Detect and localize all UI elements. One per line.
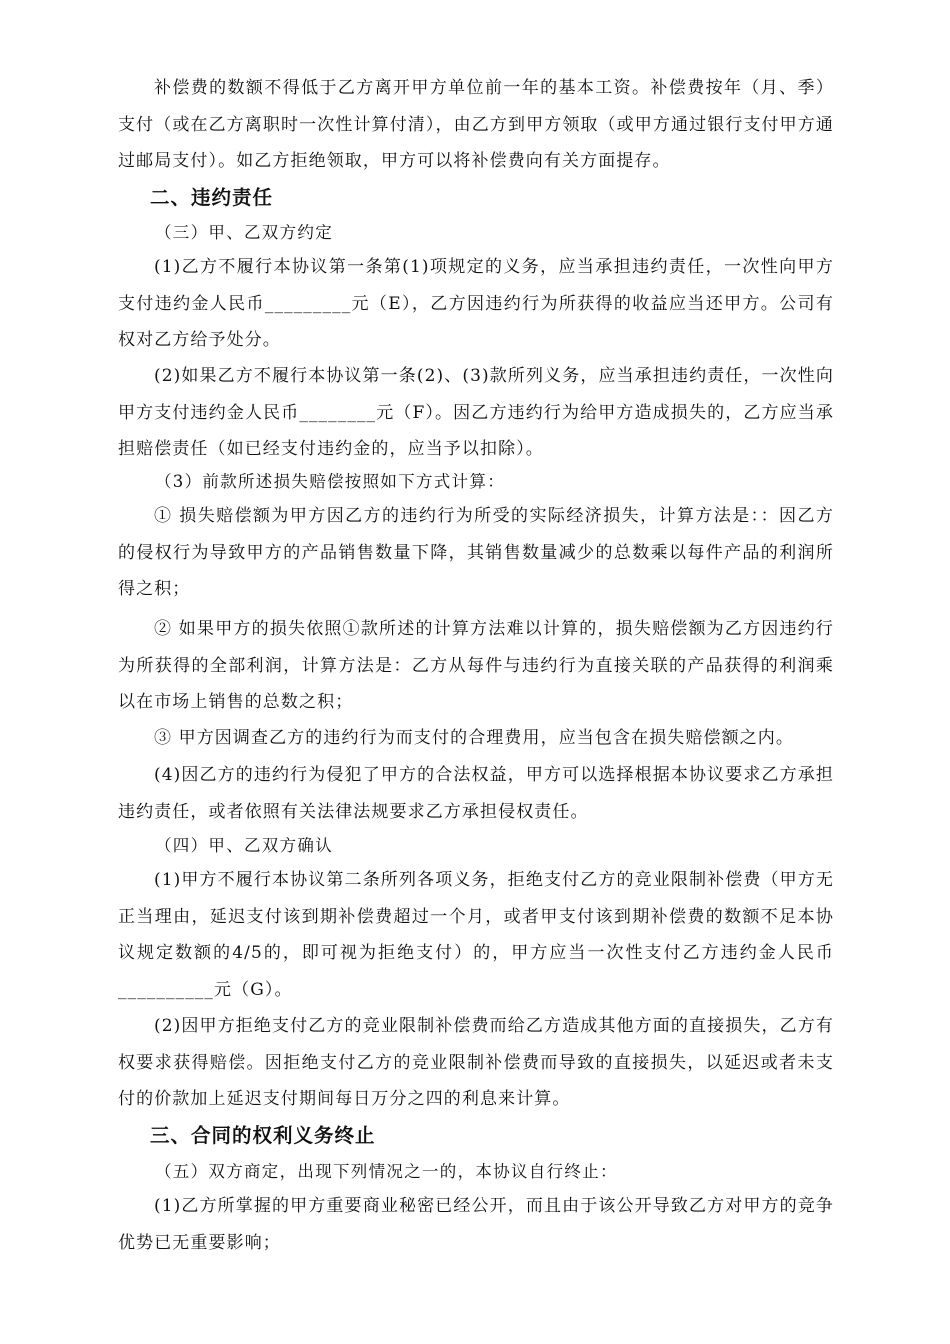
clause-3-3: （3）前款所述损失赔偿按照如下方式计算：: [155, 472, 505, 491]
clause-3-2: (2)如果乙方不履行本协议第一条(2)、(3)款所列义务，应当承担违约责任，一次性向甲方支付违约金人民币________元（F）。因乙方违约行为给甲方造成损失的，乙方应当承担赔偿责任（如已经支付违约金的，应当予以扣除）。: [118, 366, 834, 459]
clause-3-4: (4)因乙方的违约行为侵犯了甲方的合法权益，甲方可以选择根据本协议要求乙方承担违约责任，或者依照有关法律法规要求乙方承担侵权责任。: [118, 765, 834, 822]
subsection-mutual-confirmation: （四）甲、乙双方确认: [155, 836, 333, 855]
clause-3-1: (1)乙方不履行本协议第一条第(1)项规定的义务，应当承担违约责任，一次性向甲方支付违约金人民币_________元（E），乙方因违约行为所获得的收益应当还甲方。公司有权对乙方给予处分。: [118, 257, 834, 350]
clause-5-1: (1)乙方所掌握的甲方重要商业秘密已经公开，而且由于该公开导致乙方对甲方的竞争优势已无重要影响；: [118, 1196, 834, 1253]
subsection-termination-conditions: （五）双方商定，出现下列情况之一的，本协议自行终止：: [155, 1162, 618, 1181]
clause-4-1: (1)甲方不履行本协议第二条所列各项义务，拒绝支付乙方的竞业限制补偿费（甲方无正当理由，延迟支付该到期补偿费超过一个月，或者甲支付该到期补偿费的数额不足本协议规定数额的4/5的，即可视为拒绝支付）的，甲方应当一次性支付乙方违约金人民币__________元（G）。: [118, 870, 834, 1000]
subsection-mutual-agreement: （三）甲、乙双方约定: [155, 223, 333, 242]
section-heading-breach-liability: 二、违约责任: [150, 186, 274, 209]
clause-3-3-method-2: ② 如果甲方的损失依照①款所述的计算方法难以计算的，损失赔偿额为乙方因违约行为所获得的全部利润，计算方法是：乙方从每件与违约行为直接关联的产品获得的利润乘以在市场上销售的总数之积；: [118, 619, 834, 712]
clause-3-3-method-1: ① 损失赔偿额为甲方因乙方的违约行为所受的实际经济损失，计算方法是：：因乙方的侵权行为导致甲方的产品销售数量下降，其销售数量减少的总数乘以每件产品的利润所得之积；: [118, 506, 834, 599]
section-heading-termination: 三、合同的权利义务终止: [150, 1124, 376, 1147]
paragraph-compensation-amount: 补偿费的数额不得低于乙方离开甲方单位前一年的基本工资。补偿费按年（月、季）支付（或在乙方离职时一次性计算付清），由乙方到甲方领取（或甲方通过银行支付甲方通过邮局支付）。如乙方拒绝领取，甲方可以将补偿费向有关方面提存。: [118, 78, 834, 171]
clause-4-2: (2)因甲方拒绝支付乙方的竞业限制补偿费而给乙方造成其他方面的直接损失，乙方有权要求获得赔偿。因拒绝支付乙方的竞业限制补偿费而导致的直接损失，以延迟或者未支付的价款加上延迟支付期间每日万分之四的利息来计算。: [118, 1016, 834, 1109]
clause-3-3-method-3: ③ 甲方因调查乙方的违约行为而支付的合理费用，应当包含在损失赔偿额之内。: [154, 728, 795, 748]
